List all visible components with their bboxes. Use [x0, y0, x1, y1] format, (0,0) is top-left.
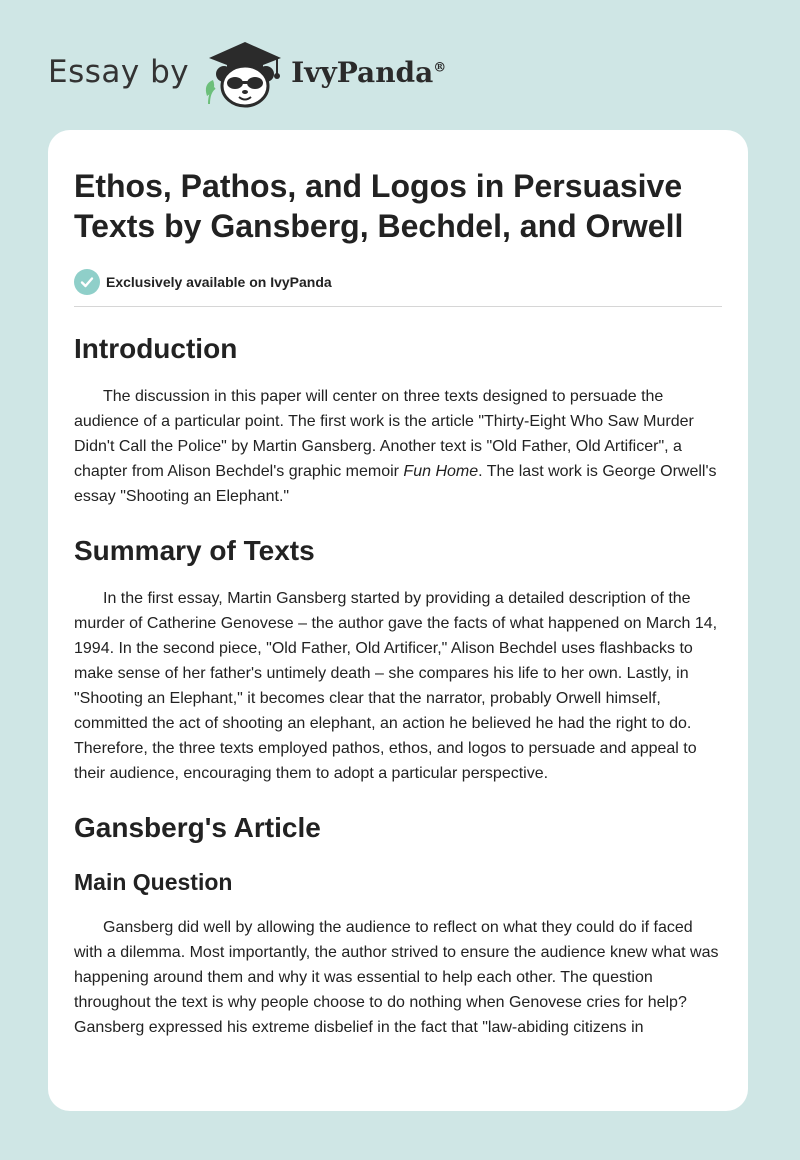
panda-graduate-icon[interactable] [201, 36, 289, 108]
heading-gansberg: Gansberg's Article [74, 812, 321, 843]
check-circle-icon [74, 269, 100, 295]
intro-text-before: The discussion in this paper will center on three texts designed to persuade the audience of a particular point. The first work is the article "Thirty-Eight Who Saw Murder Didn't Call the Police" by Martin Gansberg. Another text is "Old Father, Old Artificer", a chapter from Alison Bechdel's graphic memoir [74, 388, 694, 480]
brand-prefix: Essay by [48, 54, 190, 90]
brand-name-text: IvyPanda [291, 55, 434, 89]
essay-card [48, 130, 748, 1111]
brand-name[interactable] [291, 56, 446, 89]
exclusive-badge-text: Exclusively available on IvyPanda [106, 274, 332, 290]
site-header [48, 36, 446, 108]
essay-title: Ethos, Pathos, and Logos in Persuasive Texts by Gansberg, Bechdel, and Orwell [74, 168, 684, 244]
heading-summary: Summary of Texts [74, 535, 315, 566]
intro-text-after: . The last work is George Orwell's essay "Shooting an Elephant." [74, 463, 717, 505]
intro-book-title: Fun Home [403, 463, 479, 480]
paragraph-summary: In the first essay, Martin Gansberg started by providing a detailed description of the murder of Catherine Genovese – the author gave the facts of what happened on March 14, 1994. In the second piece, "Old Father, Old Artificer," Alison Bechdel uses flashbacks to make sense of her father's untimely death – she compares his life to her own. Lastly, in "Shooting an Elephant," it becomes clear that the narrator, probably Orwell himself, committed the act of shooting an elephant, an action he believed he had the right to do. Therefore, the three texts employed pathos, ethos, and logos to persuade and appeal to their audience, encouraging them to adopt a particular perspective. [74, 590, 718, 782]
heading-introduction: Introduction [74, 333, 238, 364]
title-divider [74, 306, 722, 307]
paragraph-introduction [74, 384, 722, 509]
exclusive-badge [74, 268, 722, 296]
subheading-main-question: Main Question [74, 869, 233, 895]
paragraph-gansberg: Gansberg did well by allowing the audience to reflect on what they could do if faced with a dilemma. Most importantly, the author strived to ensure the audience knew what was happening around them and why it was essential to help each other. The question throughout the text is why people choose to do nothing when Genovese cries for help? Gansberg expressed his extreme disbelief in the fact that "law-abiding citizens in [74, 919, 719, 1036]
registered-mark: ® [433, 60, 447, 76]
